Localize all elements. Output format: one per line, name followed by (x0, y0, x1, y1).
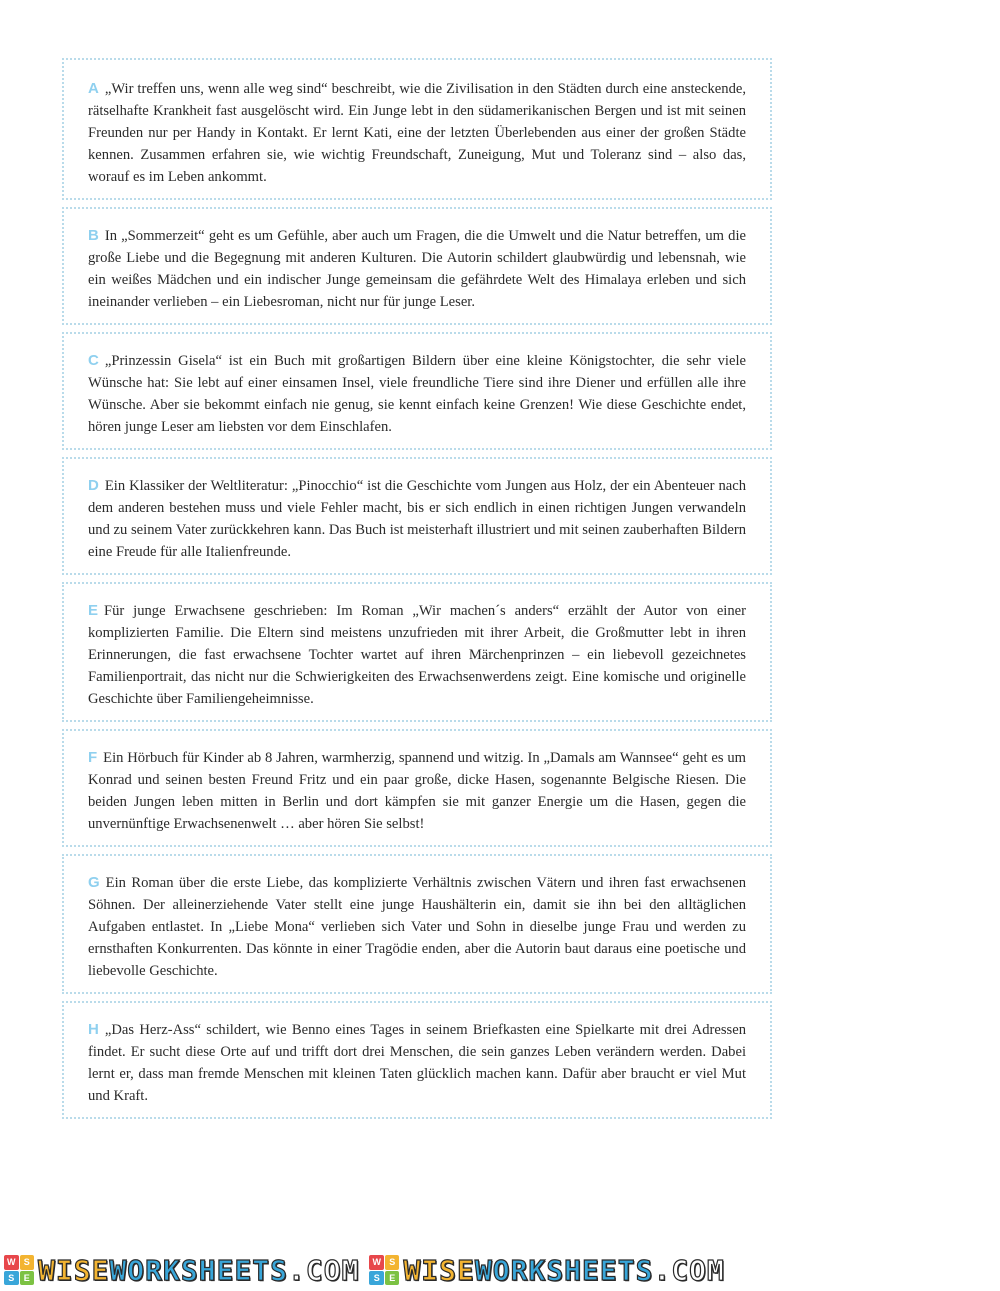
entry-text: Ein Hörbuch für Kinder ab 8 Jahren, warmherzig, spannend und witzig. In „Damals am Wannsee“ geht es um Konrad und seinen besten Freund Fritz und ein paar große, dicke Hasen, sogenannte Belgische Riesen. Die beiden Jungen leben mitten in Berlin und dort kämpfen sie mit ganzer Energie um die Hasen, gegen die unvernünftige Erwachsenenwelt … aber hören Sie selbst! (88, 750, 746, 832)
entry-letter: A (88, 80, 99, 97)
entry-c (62, 332, 772, 450)
entry-letter: H (88, 1021, 99, 1038)
entry-text: In „Sommerzeit“ geht es um Gefühle, aber auch um Fragen, die die Umwelt und die Natur betreffen, um die große Liebe und die Begegnung mit anderen Kulturen. Die Autorin schildert glaubwürdig und lebensnah, wie ein weißes Mädchen und ein indischer Junge gemeinsam die gefährdete Welt des Himalaya erleben und sich ineinander verlieben – ein Liebesroman, nicht nur für junge Leser. (88, 228, 746, 310)
entry-e (62, 582, 772, 722)
brand-text: WISEWORKSHEETS.COM (403, 1253, 725, 1287)
brand-watermark (369, 1254, 724, 1287)
entry-f (62, 729, 772, 847)
entry-text: „Wir treffen uns, wenn alle weg sind“ beschreibt, wie die Zivilisation in den Städten durch eine ansteckende, rätselhafte Krankheit fast ausgelöscht wird. Ein Junge lebt in den südamerikanischen Bergen und ist mit seinen Freunden nur per Handy in Kontakt. Er lernt Kati, eine der letzten Überlebenden aus einer der großen Städte kennen. Zusammen erfahren sie, wie wichtig Freundschaft, Zuneigung, Mut und Toleranz sind – also das, worauf es im Leben ankommt. (88, 81, 746, 185)
book-descriptions (62, 58, 772, 1126)
entry-letter: G (88, 874, 100, 891)
entry-text: Ein Roman über die erste Liebe, das komplizierte Verhältnis zwischen Vätern und ihren fast erwachsenen Söhnen. Der alleinerziehende Vater stellt eine junge Haushälterin ein, damit sie ihn bei den alltäglichen Aufgaben entlastet. In „Liebe Mona“ verlieben sich Vater und Sohn in dieselbe junge Frau und werden zu ernsthaften Konkurrenten. Das könnte in einer Tragödie enden, aber die Autorin baut daraus eine poetische und liebevolle Geschichte. (88, 875, 746, 979)
entry-letter: B (88, 227, 99, 244)
entry-text: „Prinzessin Gisela“ ist ein Buch mit großartigen Bildern über eine kleine Königstochter, die sehr viele Wünsche hat: Sie lebt auf einer einsamen Insel, viele freundliche Tiere sind ihre Diener und erfüllen alle ihre Wünsche. Aber sie bekommt einfach nie genug, sie kennt einfach keine Grenzen! Wie diese Geschichte endet, hören junge Leser am liebsten vor dem Einschlafen. (88, 353, 746, 435)
brand-watermark (4, 1254, 359, 1287)
entry-g (62, 854, 772, 994)
wise-logo-icon: W S S E (4, 1255, 34, 1285)
entry-d (62, 457, 772, 575)
entry-letter: E (88, 602, 99, 619)
watermark-footer (0, 1252, 1000, 1288)
wise-logo-icon: W S S E (369, 1255, 399, 1285)
entry-b (62, 207, 772, 325)
entry-text: Ein Klassiker der Weltliteratur: „Pinocchio“ ist die Geschichte vom Jungen aus Holz, der ein Abenteuer nach dem anderen bestehen muss und viele Fehler macht, bis er sich endlich in einen richtigen Jungen verwandeln und zu seinem Vater zurückkehren kann. Das Buch ist meisterhaft illustriert und mit seinen zauberhaften Bildern eine Freude für alle Italienfreunde. (88, 478, 746, 560)
entry-text: „Das Herz-Ass“ schildert, wie Benno eines Tages in seinem Briefkasten eine Spielkarte mit drei Adressen findet. Er sucht diese Orte auf und trifft dort drei Menschen, die sein ganzes Leben verändern werden. Dabei lernt er, dass man fremde Menschen mit kleinen Taten glücklich machen kann. Dafür aber braucht er viel Mut und Kraft. (88, 1022, 746, 1104)
entry-letter: D (88, 477, 99, 494)
entry-letter: F (88, 749, 98, 766)
entry-h (62, 1001, 772, 1119)
entry-text: Für junge Erwachsene geschrieben: Im Roman „Wir machen´s anders“ erzählt der Autor von einer komplizierten Familie. Die Eltern sind meistens unzufrieden mit ihrer Arbeit, die Großmutter lebt in ihren Erinnerungen, die fast erwachsene Tochter wartet auf ihren Märchenprinzen – ein liebevoll gezeichnetes Familienportrait, das nicht nur die Schwierigkeiten des Erwachsenwerdens zeigt. Eine komische und originelle Geschichte über Familiengeheimnisse. (88, 603, 746, 707)
entry-a (62, 58, 772, 200)
brand-text: WISEWORKSHEETS.COM (38, 1253, 360, 1287)
entry-letter: C (88, 352, 99, 369)
